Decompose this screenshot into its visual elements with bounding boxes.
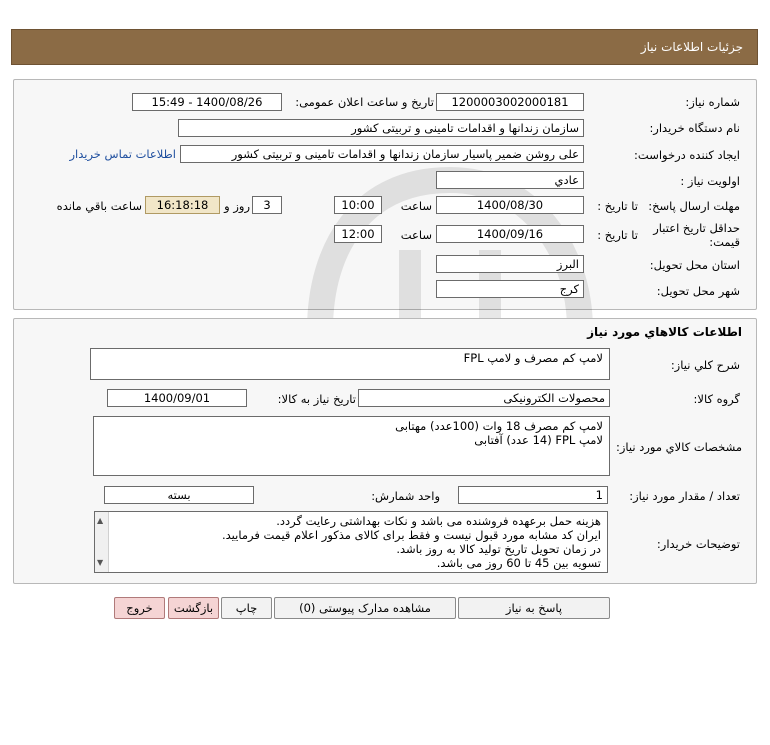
- print-button[interactable]: چاپ: [221, 597, 272, 619]
- notes-line: ایران کد مشابه مورد قبول نیست و فقط برای کالای مذکور اعلام قیمت فرمایید.: [221, 528, 601, 542]
- attachments-button[interactable]: مشاهده مدارک پیوستی (0): [274, 597, 456, 619]
- unit-label: واحد شمارش:: [371, 489, 440, 503]
- remaining-time: 16:18:18: [145, 196, 220, 214]
- deadline-date-field: 1400/08/30: [436, 196, 584, 214]
- deadline-to-date-label: تا تاریخ :: [597, 199, 638, 213]
- notes-scrollbar[interactable]: [95, 512, 109, 572]
- back-button[interactable]: بازگشت: [168, 597, 219, 619]
- announce-label: تاریخ و ساعت اعلان عمومی:: [295, 95, 434, 109]
- specs-line: لامپ کم مصرف 18 وات (100عدد) مهتابی: [395, 419, 603, 433]
- general-desc-field: [90, 348, 610, 380]
- specs-field: [93, 416, 610, 476]
- buyer-contact-link[interactable]: اطلاعات تماس خریدار: [69, 147, 176, 161]
- buyer-org-label: نام دستگاه خریدار:: [649, 121, 740, 135]
- priority-label: اولویت نیاز :: [680, 174, 740, 188]
- group-field: محصولات الکترونیکی: [358, 389, 610, 407]
- page-title: جزئیات اطلاعات نیاز: [640, 40, 743, 54]
- validity-time-field: 12:00: [334, 225, 382, 243]
- exit-button[interactable]: خروج: [114, 597, 165, 619]
- deadline-time-field: 10:00: [334, 196, 382, 214]
- priority-field: عادي: [436, 171, 584, 189]
- specs-label: مشخصات کالاي مورد نياز:: [615, 440, 742, 454]
- buyer-notes-label: توضیحات خریدار:: [656, 537, 740, 551]
- page-header: [11, 29, 758, 65]
- need-date-label: تاریخ نیاز به کالا:: [277, 392, 356, 406]
- price-validity-label: حداقل تاریخ اعتبار: [653, 221, 740, 235]
- scroll-up-icon[interactable]: ▲: [97, 516, 104, 525]
- goods-section-title: اطلاعات کالاهاي مورد نياز: [587, 325, 742, 339]
- province-label: استان محل تحویل:: [649, 258, 740, 272]
- need-date-field: 1400/09/01: [107, 389, 247, 407]
- need-number-label: شماره نیاز:: [685, 95, 740, 109]
- city-field: کرج: [436, 280, 584, 298]
- creator-label: ایجاد کننده درخواست:: [634, 148, 740, 162]
- reply-button[interactable]: پاسخ به نیاز: [458, 597, 610, 619]
- notes-line: تسویه بین 45 تا 60 روز می باشد.: [436, 556, 601, 570]
- qty-field: 1: [458, 486, 608, 504]
- validity-date-field: 1400/09/16: [436, 225, 584, 243]
- creator-field: علی روشن ضمیر پاسیار سازمان زندانها و اقدامات تامینی و تربیتی کشور: [180, 145, 584, 163]
- days-label: روز و: [224, 199, 250, 213]
- general-desc-text: لامپ کم مصرف و لامپ FPL: [463, 351, 603, 365]
- province-field: البرز: [436, 255, 584, 273]
- unit-field: بسته: [104, 486, 254, 504]
- details-panel: [13, 79, 757, 310]
- general-desc-label: شرح کلي نياز:: [670, 358, 740, 372]
- buyer-org-field: سازمان زندانها و اقدامات تامینی و تربیتی کشور: [178, 119, 584, 137]
- notes-line: هزینه حمل برعهده فروشنده می باشد و نکات بهداشتی رعایت گردد.: [276, 514, 601, 528]
- remaining-label: ساعت باقي مانده: [56, 199, 142, 213]
- scroll-down-icon[interactable]: ▼: [97, 558, 104, 567]
- validity-time-label: ساعت: [400, 228, 432, 242]
- validity-to-date-label: تا تاریخ :: [597, 228, 638, 242]
- qty-label: تعداد / مقدار مورد نیاز:: [629, 489, 740, 503]
- group-label: گروه کالا:: [693, 392, 740, 406]
- deadline-time-label: ساعت: [400, 199, 432, 213]
- announce-field: 1400/08/26 - 15:49: [132, 93, 282, 111]
- deadline-label: مهلت ارسال پاسخ:: [648, 199, 740, 213]
- city-label: شهر محل تحویل:: [656, 284, 740, 298]
- buyer-notes-field[interactable]: [94, 511, 608, 573]
- notes-line: در زمان تحویل تاریخ تولید کالا به روز باشد.: [396, 542, 601, 556]
- need-number-field: 1200003002000181: [436, 93, 584, 111]
- days-field: 3: [252, 196, 282, 214]
- specs-line: لامپ FPL (14 عدد) آفتابی: [474, 433, 603, 447]
- price-validity-label-2: قیمت:: [709, 235, 740, 249]
